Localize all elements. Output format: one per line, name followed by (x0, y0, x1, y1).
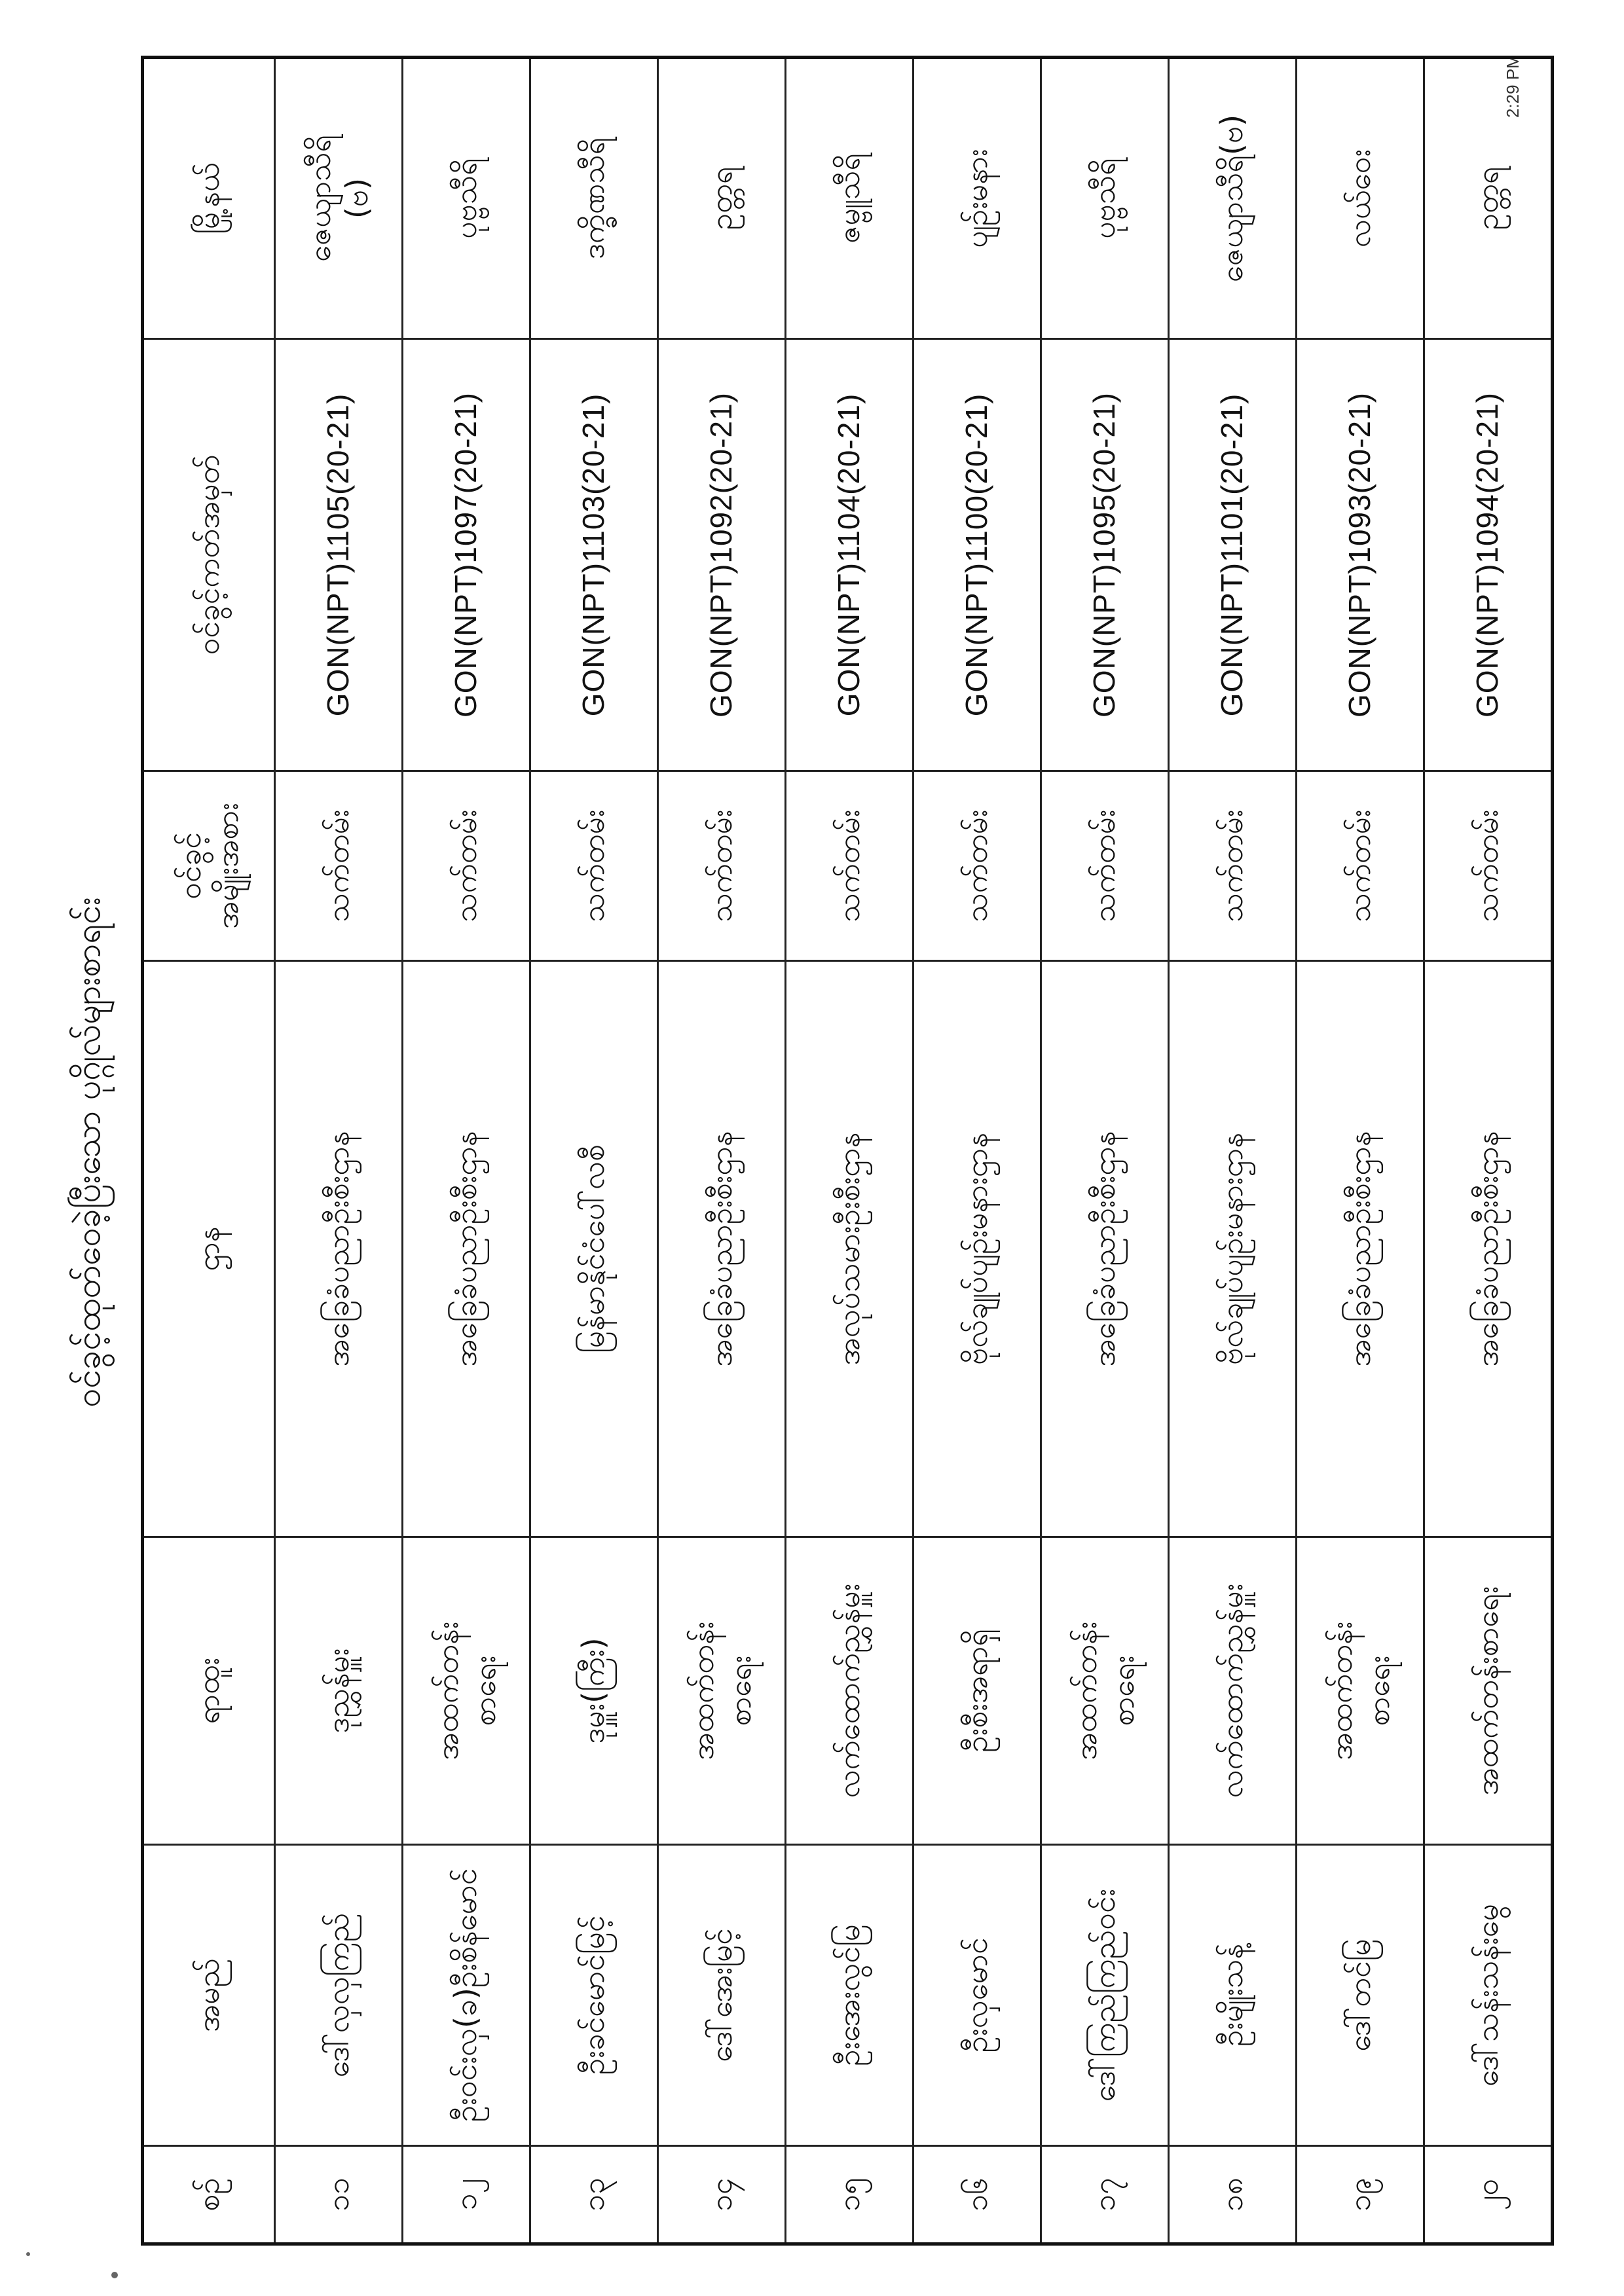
row-department: အခြေခံပညာဦးစီးဌာန (403, 961, 530, 1537)
row-name: ဦးမျိုးသန့် (1169, 1845, 1297, 2146)
row-township: ပျဉ်းမနား (913, 58, 1041, 339)
scan-mark (26, 2252, 30, 2256)
scan-mark (111, 2272, 118, 2278)
row-department: အခြေခံပညာဦးစီးဌာန (658, 961, 786, 1537)
row-department: အခြေခံပညာဦးစီးဌာန (275, 961, 403, 1537)
row-name: ဒေါ်သန်းသန်းမွေ (1424, 1845, 1553, 2146)
row-type: သက်တမ်း (403, 771, 530, 961)
row-position: အထက်တန်း စာရေး (1041, 1537, 1169, 1845)
row-reg: GON(NPT)1095(20-21) (1041, 339, 1169, 771)
row-no: ၁၈ (1169, 2146, 1297, 2244)
row-township: ပုဗ္ဗသီရိ (1041, 58, 1169, 339)
row-department: အခြေခံပညာဦးစီးဌာန (1424, 961, 1553, 1537)
row-name: ဒေါ်ကြည်ကြည်ဝင်း (1041, 1845, 1169, 2146)
row-position: အထက်တန်း စာရေး (403, 1537, 530, 1845)
row-department: ဗိုလ်ချုပ်ပျဉ်းမနားဌာန (1169, 961, 1297, 1537)
roster-table (141, 56, 1554, 2246)
row-department: အလုပ်သမားဦးစီးဌာန (786, 961, 913, 1537)
table-row (786, 58, 913, 2244)
table-row (1169, 58, 1297, 2244)
row-department: ဗိုလ်ချုပ်ပျဉ်းမနားဌာန (913, 961, 1041, 1537)
row-name: ဦးခင်မောင်မြင့် (530, 1845, 658, 2146)
row-department: အခြေခံပညာဦးစီးဌာန (1297, 961, 1424, 1537)
table-row (1297, 58, 1424, 2244)
header-name: အမည် (143, 1845, 275, 2146)
header-position: ရာထူး (143, 1537, 275, 1845)
row-township: ဥတ္တရ (1424, 58, 1553, 339)
row-name: ဦးအေးလွင်မြ (786, 1845, 913, 2146)
row-name: ဦးလှမောင် (913, 1845, 1041, 2146)
row-name: ဒေါ်တင်မြ (1297, 1845, 1424, 2146)
row-township: ဇမ္ဗူသီရိ (786, 58, 913, 339)
row-no: ၁၇ (1041, 2146, 1169, 2244)
row-no: ၁၄ (658, 2146, 786, 2244)
row-township: လယ်ဝေး (1297, 58, 1424, 339)
header-no: စဉ် (143, 2146, 275, 2244)
row-reg: GON(NPT)1097(20-21) (403, 339, 530, 771)
row-name: ဦးဝင်းလှ(ခ)ဦးစိန်မောင် (403, 1845, 530, 2146)
row-no: ၁၆ (913, 2146, 1041, 2244)
rotated-page (46, 33, 1505, 2272)
row-no: ၁၉ (1297, 2146, 1424, 2244)
row-no: ၁၃ (530, 2146, 658, 2244)
row-township: ဇေယျာသီရိ(ဗ) (1169, 58, 1297, 339)
table-row (530, 58, 658, 2244)
row-township: ပုဗ္ဗသီရိ (403, 58, 530, 339)
header-township: မြို့နယ် (143, 58, 275, 339)
row-type: သက်တမ်း (1169, 771, 1297, 961)
table-row (1041, 58, 1169, 2244)
row-position: ဦးစီးအရာရှိ (913, 1537, 1041, 1845)
row-reg: GON(NPT)1105(20-21) (275, 339, 403, 771)
row-no: ၂၀ (1424, 2146, 1553, 2244)
row-position: လက်ထောက်ညွှန်မှူး (786, 1537, 913, 1845)
scan-timestamp: 2:29 PM (1503, 54, 1522, 118)
row-position: အထက်တန်း စာရေး (658, 1537, 786, 1845)
row-reg: GON(NPT)1094(20-21) (1424, 339, 1553, 771)
header-row (143, 58, 275, 2244)
row-township: ဇေယျာသီရိ (ဗ) (275, 58, 403, 339)
row-no: ၁၂ (403, 2146, 530, 2244)
row-reg: GON(NPT)1093(20-21) (1297, 339, 1424, 771)
document-title: ဝင်ခွင့်ထုတ်ဝေခဲ့ပြီးသော ပုဂ္ဂိုလ်များစာရင်း (69, 896, 108, 1408)
row-reg: GON(NPT)1104(20-21) (786, 339, 913, 771)
row-type: သက်တမ်း (1041, 771, 1169, 961)
row-no: ၁၁ (275, 2146, 403, 2244)
row-type: သက်တမ်း (1297, 771, 1424, 961)
row-township: ဒက္ခိဏသီရိ (530, 58, 658, 339)
row-position: ဒုမှူး(ကြီး) (530, 1537, 658, 1845)
row-no: ၁၅ (786, 2146, 913, 2244)
table-row (1424, 58, 1553, 2244)
row-type: သက်တမ်း (530, 771, 658, 961)
row-township: ဥတ္တရ (658, 58, 786, 339)
row-type: သက်တမ်း (913, 771, 1041, 961)
table-row (658, 58, 786, 2244)
table-row (275, 58, 403, 2244)
row-type: သက်တမ်း (658, 771, 786, 961)
table-row (913, 58, 1041, 2244)
header-department: ဌာန (143, 961, 275, 1537)
table-row (403, 58, 530, 2244)
row-position: အထက်တန်း စာရေး (1297, 1537, 1424, 1845)
row-name: ဒေါ်အေးမြင့် (658, 1845, 786, 2146)
row-reg: GON(NPT)1100(20-21) (913, 339, 1041, 771)
row-reg: GON(NPT)1101(20-21) (1169, 339, 1297, 771)
row-type: သက်တမ်း (275, 771, 403, 961)
row-name: ဒေါ်လှလှကြည် (275, 1845, 403, 2146)
row-position: အထက်တန်းစာရေး (1424, 1537, 1553, 1845)
row-department: မြန်မာနိုင်ငံပေါ်လစီ (530, 961, 658, 1537)
header-type: ဝင်ခွင့် အမျိုးအစား (143, 771, 275, 961)
row-type: သက်တမ်း (786, 771, 913, 961)
row-department: အခြေခံပညာဦးစီးဌာန (1041, 961, 1169, 1537)
row-reg: GON(NPT)1103(20-21) (530, 339, 658, 771)
row-type: သက်တမ်း (1424, 771, 1553, 961)
row-position: လက်ထောက်ညွှန်မှူး (1169, 1537, 1297, 1845)
row-reg: GON(NPT)1092(20-21) (658, 339, 786, 771)
header-reg: ဝင်ခွင့်ကတ်အမှတ် (143, 339, 275, 771)
row-position: ဒုညွှန်မှူး (275, 1537, 403, 1845)
